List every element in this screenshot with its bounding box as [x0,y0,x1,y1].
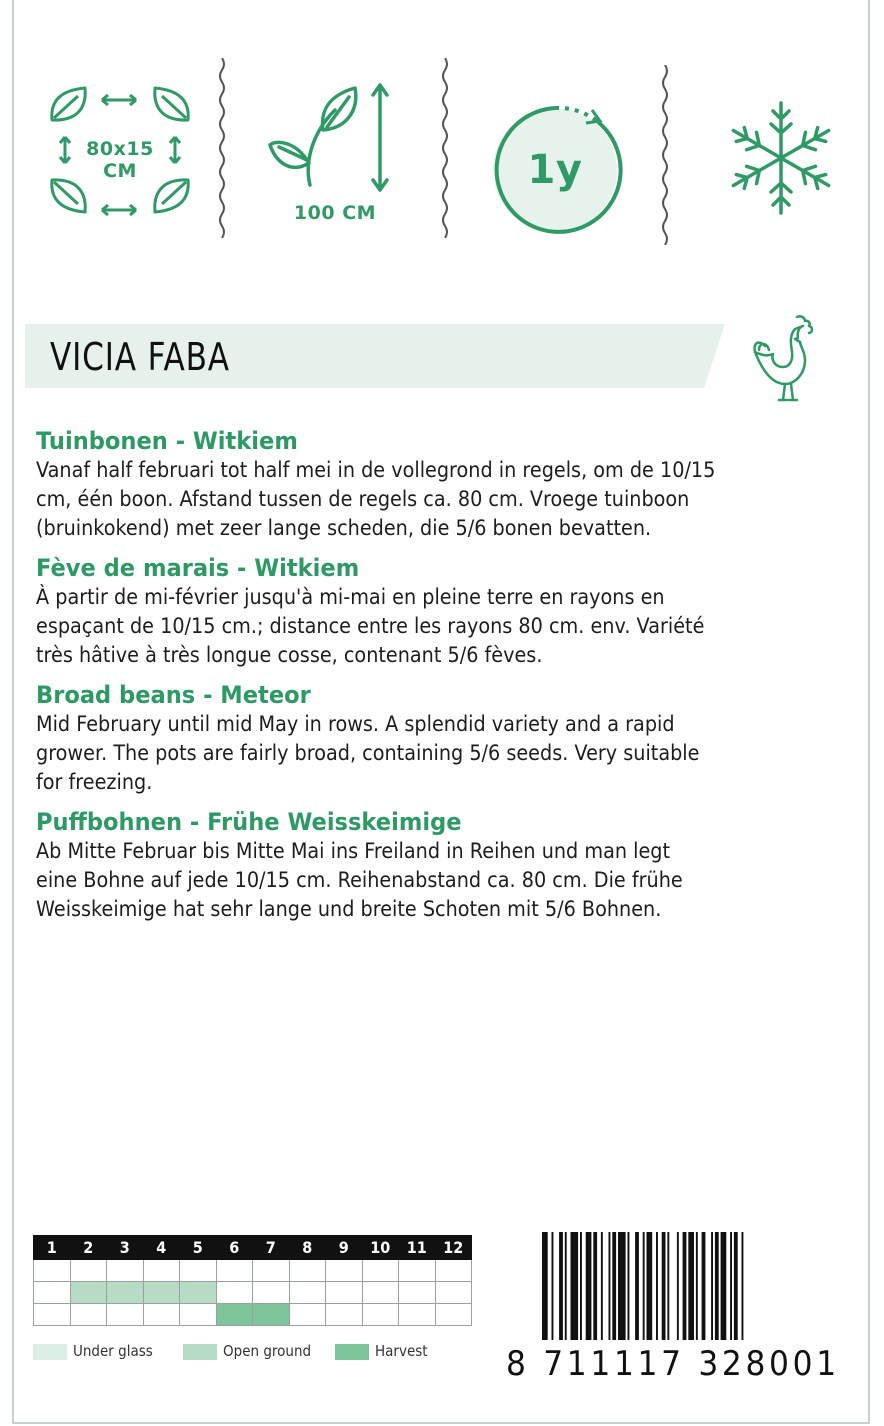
calendar-cell [326,1260,363,1282]
calendar-cell [180,1260,217,1282]
calendar-row-harvest [34,1304,472,1326]
barcode-bar [696,1232,698,1340]
month-cell: 10 [362,1236,399,1260]
calendar-cell [253,1304,290,1326]
barcode-bar [667,1232,669,1340]
section-line: eine Bohne auf jede 10/15 cm. Reihenabstand ca. 80 cm. Die frühe [36,868,683,892]
barcode-bar [542,1232,548,1340]
barcode-bar [721,1232,727,1340]
legend-label: Under glass [73,1342,153,1360]
section-line: (bruinkokend) met zeer lange scheden, die 5/6 bonen bevatten. [36,516,652,540]
calendar-cell [143,1304,180,1326]
calendar-cell [70,1282,107,1304]
barcode-bar [711,1232,713,1340]
calendar-cell [180,1282,217,1304]
month-cell: 11 [399,1236,436,1260]
calendar-cell [180,1304,217,1326]
month-cell: 8 [289,1236,326,1260]
calendar-cell [253,1260,290,1282]
calendar-cell [107,1260,144,1282]
month-cell: 4 [143,1236,180,1260]
plant-height-icon [265,55,405,240]
calendar-cell [34,1282,71,1304]
barcode-digits: 8 711117 328001 [506,1344,840,1384]
legend-label: Open ground [223,1342,312,1360]
month-cell: 3 [107,1236,144,1260]
calendar-month-row [34,1236,472,1260]
section-title: Broad beans - Meteor [36,681,311,709]
month-cell: 9 [326,1236,363,1260]
rooster-icon [745,312,840,407]
calendar-cell [399,1304,436,1326]
legend-label: Harvest [375,1342,428,1360]
legend-swatch [183,1344,217,1360]
section-line: grower. The pots are fairly broad, containing 5/6 seeds. Very suitable [36,741,700,765]
barcode-bar [656,1232,658,1340]
latin-name: VICIA FABA [50,335,230,379]
section-line: Vanaf half februari tot half mei in de vollegrond in regels, om de 10/15 [36,458,716,482]
annual-cycle-icon [480,55,640,240]
barcode-bar [580,1232,582,1340]
month-cell: 6 [216,1236,253,1260]
month-cell: 2 [70,1236,107,1260]
calendar-cell [253,1282,290,1304]
barcode-bar [730,1232,732,1340]
height-label: 100 CM [293,202,377,224]
calendar-cell [34,1260,71,1282]
section-french [36,553,856,670]
barcode-bar [609,1232,611,1340]
section-title: Puffbohnen - Frühe Weisskeimige [36,808,462,836]
calendar-row-open-ground [34,1282,472,1304]
barcode-bar [586,1232,592,1340]
calendar-cell [326,1282,363,1304]
section-line: cm, één boon. Afstand tussen de regels ca. 80 cm. Vroege tuinboon [36,487,690,511]
month-cell: 7 [253,1236,290,1260]
calendar-cell [70,1304,107,1326]
calendar-cell [289,1260,326,1282]
barcode-bar [742,1232,744,1340]
barcode-bar [688,1232,694,1340]
calendar-cell [289,1282,326,1304]
calendar-cell [143,1282,180,1304]
sowing-calendar [33,1235,472,1326]
calendar-cell [143,1260,180,1282]
barcode-bar [565,1232,567,1340]
month-cell: 1 [34,1236,71,1260]
barcode-bar [593,1232,597,1340]
calendar-cell [216,1282,253,1304]
calendar-cell [289,1304,326,1326]
section-line: très hâtive à très longue cosse, contenant 5/6 fèves. [36,643,543,667]
section-title: Tuinbonen - Witkiem [36,427,298,455]
calendar-cell [216,1260,253,1282]
section-line: espaçant de 10/15 cm.; distance entre les rayons 80 cm. env. Variété [36,614,705,638]
section-line: Mid February until mid May in rows. A splendid variety and a rapid [36,712,675,736]
calendar-cell [362,1282,399,1304]
section-line: À partir de mi-février jusqu'à mi-mai en pleine terre en rayons en [36,585,665,609]
barcode-bar [618,1232,626,1340]
spacing-unit-label: CM [103,160,137,182]
barcode-bar [702,1232,706,1340]
icon-strip [0,55,884,240]
spacing-label: 80x15 [86,138,154,160]
divider-squiggle [440,58,450,238]
section-line: Ab Mitte Februar bis Mitte Mai ins Freiland in Reihen und man legt [36,839,671,863]
legend-swatch [33,1344,67,1360]
barcode-bar [677,1232,679,1340]
calendar-cell [435,1304,472,1326]
barcode-bar [571,1232,579,1340]
calendar-row-under-glass [34,1260,472,1282]
barcode-bar [647,1232,653,1340]
calendar-cell [399,1282,436,1304]
calendar-cell [435,1282,472,1304]
calendar-cell [326,1304,363,1326]
calendar-cell [34,1304,71,1326]
calendar-cell [70,1260,107,1282]
barcode-bar [601,1232,603,1340]
section-german [36,807,856,924]
calendar-cell [216,1304,253,1326]
section-dutch [36,426,856,543]
section-line: for freezing. [36,770,153,794]
divider-squiggle [217,58,227,238]
barcode-bar [635,1232,639,1340]
month-cell: 5 [180,1236,217,1260]
barcode-bar [612,1232,616,1340]
barcode-bar [734,1232,738,1340]
barcode-bar [643,1232,645,1340]
legend-swatch [335,1344,369,1360]
barcode-bar [683,1232,687,1340]
calendar-grid [33,1235,472,1326]
calendar-cell [435,1260,472,1282]
barcode-bar [715,1232,719,1340]
description-sections [36,426,856,934]
divider-squiggle [660,65,670,245]
barcode [540,1232,830,1347]
calendar-cell [399,1260,436,1282]
barcode-bar [662,1232,666,1340]
barcode-bar [559,1232,563,1340]
calendar-cell [362,1304,399,1326]
section-line: Weisskeimige hat sehr lange und breite Schoten mit 5/6 Bohnen. [36,897,662,921]
spacing-icon [40,55,200,240]
month-cell: 12 [435,1236,472,1260]
calendar-cell [107,1304,144,1326]
calendar-cell [362,1260,399,1282]
calendar-cell [107,1282,144,1304]
cycle-label: 1y [527,147,583,193]
frost-hardy-icon [720,55,850,240]
barcode-bar [552,1232,554,1340]
section-title: Fève de marais - Witkiem [36,554,360,582]
section-english [36,680,856,797]
barcode-bar [628,1232,630,1340]
